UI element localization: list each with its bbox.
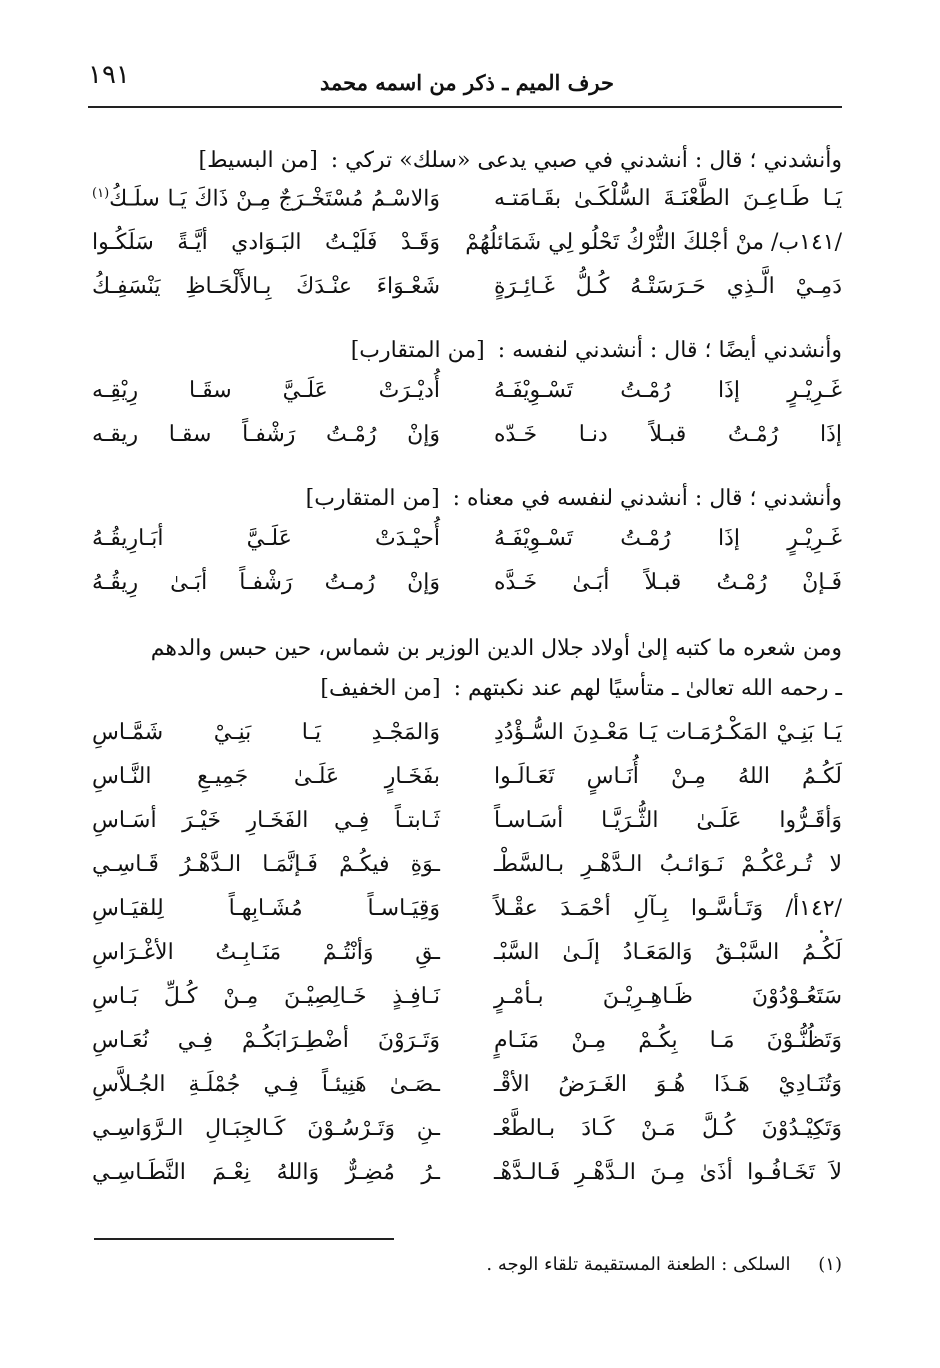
verse-first-hemistich: وَأقَـرُّوا عَلَـىٰ الثُّـرَيَّـا أسَـاسـاً bbox=[494, 808, 842, 833]
verse-first-hemistich: لَكُـمُ اللهُ مِـنْ أُنَـاسٍ تَعَـالَـوا bbox=[494, 764, 842, 789]
meter-label: [من البسيط] bbox=[198, 148, 318, 173]
footnote-text: السلكى : الطعنة المستقيمة تلقاء الوجه . bbox=[486, 1254, 791, 1275]
verse-row bbox=[92, 570, 842, 614]
verse-second-hemistich: ـصَـىٰ هَنِيئـاً فِـي جُمْلَـةِ الجُـلاَّسِ bbox=[92, 1072, 440, 1097]
verse-row bbox=[92, 896, 842, 940]
verse-second-hemistich: نَـافِـذٍ خَـالِصِيْـنَ مِـنْ كُـلِّ بَـاسِ bbox=[92, 984, 440, 1009]
verse-first-hemistich: إذَا رُمْـتُ قبـلاً دنـا خَـدّه bbox=[494, 422, 842, 447]
section-4-verses bbox=[92, 720, 842, 1204]
verse-second-hemistich: وَإنْ رُمْـتُ رَشْفـاً سقـا ريقـه bbox=[92, 422, 440, 447]
section-1-verses bbox=[92, 186, 842, 318]
page-number: ١٩١ bbox=[88, 60, 130, 90]
verse-second-hemistich: ـنِ وَتَـرْسُـوْنَ كَـالجِبَـالِ الـرَّوَاسِـي bbox=[92, 1116, 440, 1141]
verse-first-hemistich: دَمِـيْ الَّـذِي حَـرَسَتْـهُ كُـلُّ غَـائِـرَةٍ bbox=[494, 274, 842, 299]
page-header bbox=[88, 56, 842, 108]
verse-first-hemistich: وَتَظُنُّـوْنَ مَـا بِكُـمْ مِـنْ مَنَـامٍ bbox=[494, 1028, 842, 1053]
footnote bbox=[486, 1254, 842, 1275]
verse-row bbox=[92, 852, 842, 896]
verse-second-hemistich: بفَخَـارٍ عَلَـىٰ جَمِيـعِ النَّـاسِ bbox=[92, 764, 440, 789]
footnote-number: (١) bbox=[818, 1254, 842, 1275]
intro-text: ومن شعره ما كتبه إلىٰ أولاد جلال الدين الوزير بن شماس، حين حبس والدهم bbox=[150, 636, 842, 661]
footnote-reference: (١) bbox=[92, 186, 110, 201]
verse-second-hemistich: وَإنْ رُمـتُ رَشْفـاً أبَـىٰ رِيقُـهُ bbox=[92, 570, 440, 595]
verse-first-hemistich: وَتُنَـادِيْ هَـذَا هُـوَ الغَـرَضُ الأقْـ bbox=[494, 1072, 842, 1097]
intro-text: ـ رحمه الله تعالىٰ ـ متأسيًا لهم عند نكبتهم : bbox=[453, 676, 842, 701]
section-3-intro bbox=[92, 480, 842, 518]
verse-row bbox=[92, 764, 842, 808]
section-4-intro-continued bbox=[92, 670, 842, 708]
section-2-verses bbox=[92, 378, 842, 466]
header-rule bbox=[88, 106, 842, 108]
verse-second-hemistich: وَقِيَـاسـاً مُشَـابِهـاً لِلقيَـاسِ bbox=[92, 896, 440, 921]
verse-second-hemistich: وَتَـرَوْنَ أضْطِـرَابَكُـمْ فِـي نُعَـاسِ bbox=[92, 1028, 440, 1053]
verse-row bbox=[92, 984, 842, 1028]
verse-row bbox=[92, 378, 842, 422]
verse-row bbox=[92, 230, 842, 274]
verse-row bbox=[92, 186, 842, 230]
verse-first-hemistich: لا تُـرعْكُـمْ نَـوَائـبُ الـدَّهْـرِ بـالسَّطْـ bbox=[494, 852, 842, 877]
verse-second-hemistich: وَالمَجْـدِ يَـا بَنِـيْ شَمَّـاسِ bbox=[92, 720, 440, 745]
section-2-intro bbox=[92, 332, 842, 370]
verse-second-hemistich: ـقِ وَأنْتُـمْ مَنَـابِـتُ الأغْـرَاسِ bbox=[92, 940, 440, 965]
verse-row bbox=[92, 1072, 842, 1116]
verse-second-hemistich bbox=[92, 186, 440, 211]
verse-second-hemistich: ثَـابتـاً فِـي الفَخَـارِ خَيْـرَ أسَـاسِ bbox=[92, 808, 440, 833]
meter-label: [من المتقارب] bbox=[350, 338, 485, 363]
verse-first-hemistich: وَتَكِيْـدُوْنَ كُـلَّ مَـنْ كَـادَ بـالطَّعْـ bbox=[494, 1116, 842, 1141]
verse-second-hemistich: وَقَـدْ فَلَيْـتُ البَـوَادي أيَّـةً سَلَكُـوا bbox=[92, 230, 440, 255]
section-4-intro bbox=[92, 630, 842, 668]
intro-text: وأنشدني ؛ قال : أنشدني في صبي يدعى «سلك» تركي : bbox=[330, 148, 842, 173]
verse-first-hemistich: غَـرِيْـرٍ إذَا رُمْـتُ تَسْـوِيْفَـهُ bbox=[494, 526, 842, 551]
verse-second-hemistich: ـرُ مُضِـرٌّ وَاللهُ نِعْـمَ النَّطَـاسِـي bbox=[92, 1160, 440, 1185]
intro-text: وأنشدني أيضًا ؛ قال : أنشدني لنفسه : bbox=[497, 338, 842, 363]
verse-row bbox=[92, 422, 842, 466]
verse-row bbox=[92, 274, 842, 318]
verse-row bbox=[92, 1160, 842, 1204]
verse-first-hemistich: سَتَعُـوْدُوْنَ ظَـاهِـرِيْـنَ بـأمْـرٍ bbox=[494, 984, 842, 1009]
margin-speck bbox=[820, 930, 823, 933]
meter-label: [من الخفيف] bbox=[320, 676, 441, 701]
section-1-intro bbox=[92, 142, 842, 180]
hemistich-text: وَالاسْـمُ مُسْتَخْـرَجٌ مِـنْ ذَاكَ يَـا سلَـكُ bbox=[109, 186, 440, 212]
verse-first-hemistich: غَـرِيْـرٍ إذَا رُمْـتُ تَسْـوِيْفَـهُ bbox=[494, 378, 842, 403]
verse-first-hemistich: لَكُـمُ السَّبْـقُ وَالمَعَـادُ إلَـىٰ السَّبْـ bbox=[494, 940, 842, 965]
verse-first-hemistich: يَـا طَـاعِـنَ الطَّعْنَـةَ السُّلْكَـىٰ بقَـامَتـه bbox=[494, 186, 842, 211]
verse-first-hemistich: فَـإنْ رُمْـتُ قبـلاً أبَـىٰ خَـدَّه bbox=[494, 570, 842, 595]
book-page bbox=[88, 56, 842, 1316]
running-title: حرف الميم ـ ذكر من اسمه محمد bbox=[319, 70, 614, 95]
verse-second-hemistich: ـوَةِ فيكُـمْ فَـإنَّمَـا الـدَّهْـرُ قَـاسِـي bbox=[92, 852, 440, 877]
footnote-rule bbox=[94, 1238, 394, 1240]
verse-first-hemistich: لاَ تَخَـافُـوا أذَىٰ مِـنَ الـدَّهْـرِ فَـالـدَّهْـ bbox=[494, 1160, 842, 1185]
verse-row bbox=[92, 1028, 842, 1072]
verse-second-hemistich: أُديْـرَتْ عَلَـيَّ سقَـا رِيْقِـه bbox=[92, 378, 440, 403]
verse-row bbox=[92, 720, 842, 764]
section-3-verses bbox=[92, 526, 842, 614]
meter-label: [من المتقارب] bbox=[305, 486, 440, 511]
verse-row bbox=[92, 526, 842, 570]
verse-second-hemistich: شَعْـوَاءَ عنْـدَكَ بِـالأَلْحَـاظِ يَنْسَفِـكُ bbox=[92, 274, 440, 299]
verse-first-hemistich: /١٤١ب/ منْ أجْلكَ التُّرْكُ تَحْلُو لِي شَمَائلُهُمْ bbox=[465, 230, 842, 255]
intro-text: وأنشدني ؛ قال : أنشدني لنفسه في معناه : bbox=[452, 486, 842, 511]
verse-row bbox=[92, 1116, 842, 1160]
verse-row bbox=[92, 940, 842, 984]
verse-first-hemistich: يَـا بَنِـيْ المَكْـرُمَـات يَـا مَعْـدِنَ السُّـؤْدُدِ bbox=[494, 720, 842, 745]
verse-row bbox=[92, 808, 842, 852]
verse-first-hemistich: /١٤٢أ/ وَتَـأسَّـوا بِـآلِ أحْمَـدَ عقْـلاً bbox=[494, 896, 842, 921]
verse-second-hemistich: أُحيْـدَتْ عَلَـيَّ أبَـارِيقُـهُ bbox=[92, 526, 440, 551]
